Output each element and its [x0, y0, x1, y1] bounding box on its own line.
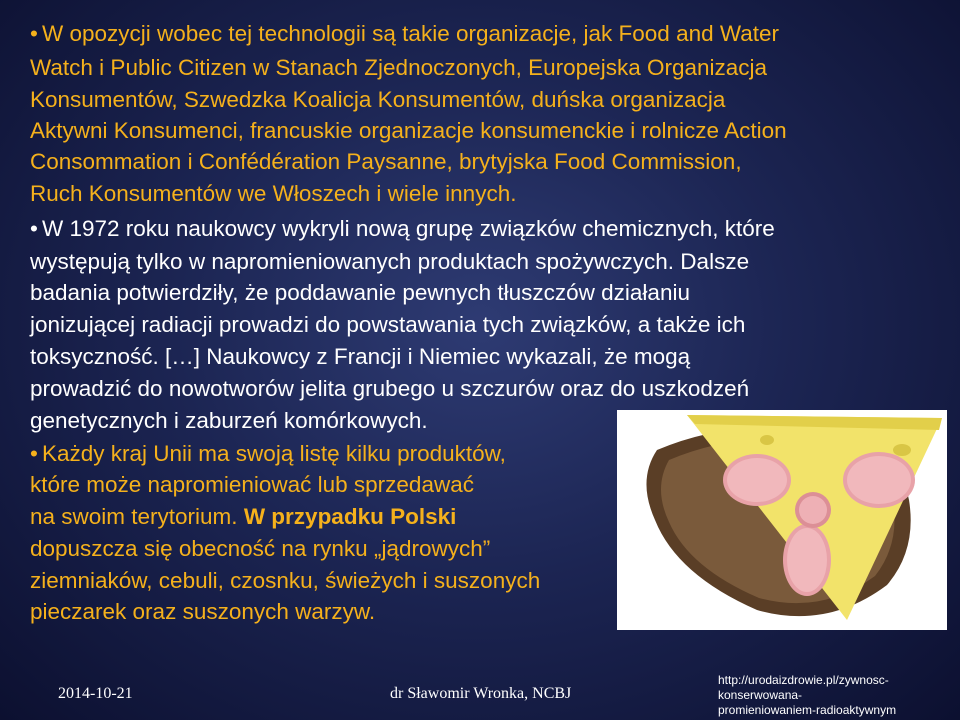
bullet-3-line-6: pieczarek oraz suszonych warzyw. [30, 599, 376, 624]
bullet-1-line-3: Konsumentów, Szwedzka Koalicja Konsumentów, duńska organizacja [30, 87, 726, 112]
poland-emphasis: W przypadku Polski [243, 504, 457, 529]
sandwich-illustration [617, 410, 947, 630]
bullet-3-line-3: na swoim terytorium. W przypadku Polski [30, 504, 457, 529]
bullet-2-line-3: badania potwierdziły, że poddawanie pewnych tłuszczów działaniu [30, 280, 690, 305]
bullet-1-line-1: • W opozycji wobec tej technologii są takie organizacje, jak Food and Water [30, 18, 779, 50]
bullet-marker: • [30, 216, 38, 241]
footer-source-url[interactable]: http://urodaizdrowie.pl/zywnosc-konserwowana- promieniowaniem-radioaktywnym [718, 673, 897, 717]
bullet-2-line-6: prowadzić do nowotworów jelita grubego u szczurów oraz do uszkodzeń [30, 376, 750, 401]
bullet-3-line-1: • Każdy kraj Unii ma swoją listę kilku produktów, [30, 438, 506, 470]
footer-author: dr Sławomir Wronka, NCBJ [390, 685, 572, 702]
cheese-hole [893, 444, 911, 456]
bullet-1-line-4: Aktywni Konsumenci, francuskie organizacje konsumenckie i rolnicze Action [30, 118, 787, 143]
bullet-1-line-2: Watch i Public Citizen w Stanach Zjednoczonych, Europejska Organizacja [30, 55, 768, 80]
bullet-2-line-2: występują tylko w napromieniowanych produktach spożywczych. Dalsze [30, 249, 750, 274]
bullet-3-line-2: które może napromieniować lub sprzedawać [30, 472, 474, 497]
bullet-2-line-5: toksyczność. […] Naukowcy z Francji i Niemiec wykazali, że mogą [30, 344, 691, 369]
bullet-3-line-5: ziemniaków, cebuli, czosnku, świeżych i suszonych [30, 568, 541, 593]
bullet-marker: • [30, 21, 38, 46]
footer-date: 2014-10-21 [58, 685, 133, 702]
bullet-2-line-7: genetycznych i zaburzeń komórkowych. [30, 408, 428, 433]
bullet-1-line-5: Consommation i Confédération Paysanne, brytyjska Food Commission, [30, 149, 742, 174]
cheese-hole [760, 435, 774, 445]
bullet-1-line-6: Ruch Konsumentów we Włoszech i wiele innych. [30, 181, 517, 206]
radiation-sandwich-image [617, 410, 947, 630]
bullet-marker: • [30, 441, 38, 466]
bullet-2-line-4: jonizującej radiacji prowadzi do powstawania tych związków, a także ich [30, 312, 746, 337]
bullet-2-line-1: • W 1972 roku naukowcy wykryli nową grupę związków chemicznych, które [30, 213, 775, 245]
bullet-3-line-4: dopuszcza się obecność na rynku „jądrowych” [30, 536, 491, 561]
